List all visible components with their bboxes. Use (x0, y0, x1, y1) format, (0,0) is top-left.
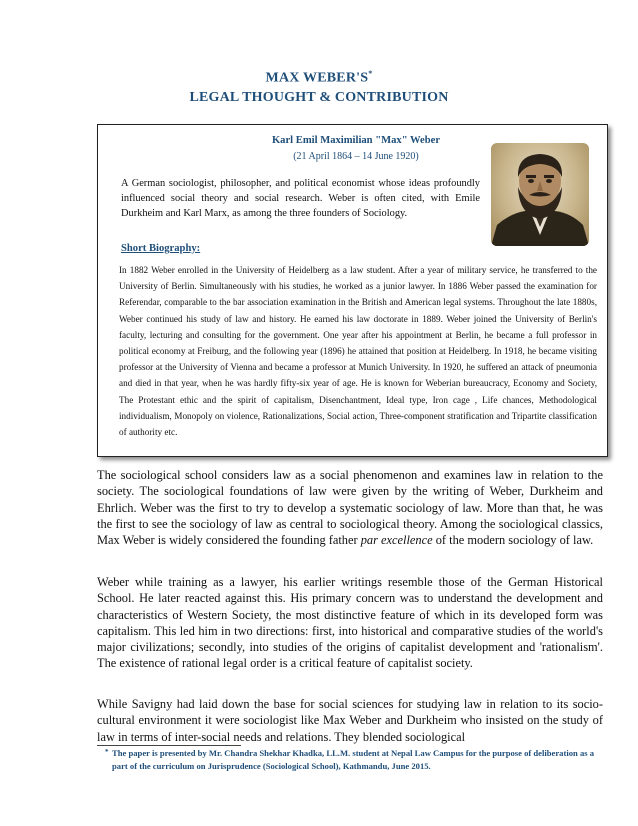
title-footnote-mark: * (368, 69, 373, 78)
intro-text: A German sociologist, philosopher, and political economist whose ideas profoundly influenced social theory and social research. Weber is often cited, with Emile Durkheim and Karl Marx, as among the three founders of Sociology. (121, 178, 480, 219)
footnote-mark: * (105, 748, 109, 756)
paragraph-3-wrap (97, 696, 603, 744)
footnote-separator (97, 745, 241, 746)
paragraph-3: While Savigny had laid down the base for social sciences for studying law in relation to its socio-cultural environment it were sociologist like Max Weber and Durkheim who insisted on the study of law in terms of inter-social needs and relations. They blended sociological (97, 697, 603, 744)
footnote-text: The paper is presented by Mr. Chandra Shekhar Khadka, LL.M. student at Nepal Law Campus for the purpose of deliberation as a part of the curriculum on Jurisprudence (Sociological School), Kathmandu, June 2015. (112, 748, 595, 771)
document-title-line2: LEGAL THOUGHT & CONTRIBUTION (189, 90, 449, 105)
short-biography-text: In 1882 Weber enrolled in the University of Heidelberg as a law student. After a year of military service, he transferred to the University of Berlin. Simultaneously with his studies, he worked as a junior lawyer. In 1886 Weber passed the examination for Referendar, comparable to the bar association examination in the British and American legal systems. Throughout the late 1880s, Weber continued his study of law and history. He earned his law doctorate in 1889. Weber joined the University of Berlin's faculty, lecturing and consulting for the government. One year after his appointment at Berlin, he became a full professor in political economy at Freiburg, and the following year (1896) he attained that position at Heidelberg. In 1918, he became visiting professor at the University of Vienna and became a professor at Munich University. In 1920, he suffered an attack of pneumonia and died in that year, when he was hardly fifty-six year of age. He is known for Weberian bureaucracy, Economy and Society, The Protestant ethic and the spirit of capitalism, Disenchantment, Ideal type, Iron cage , Life chances, Methodological individualism, Monopoly on violence, Rationalizations, Social action, Three-component stratification and Tripartite classification of authority etc. (119, 265, 597, 438)
footnote (105, 747, 600, 773)
document-title-line1: MAX WEBER'S* (265, 69, 373, 86)
paragraph-2: Weber while training as a lawyer, his earlier writings resemble those of the German Historical School. He later reacted against this. His primary concern was to understand the development and characteristics of Western Society, the most distinctive feature of which in its developed form was capitalism. This led him in two directions: first, into historical and comparative studies of the world's major civilizations; secondly, into studies of the origins of capitalist development and 'rationalism'. The existence of rational legal order is a critical feature of capitalist society. (97, 575, 603, 671)
short-biography-heading: Short Biography: (121, 243, 201, 254)
paragraph-1 (97, 467, 603, 548)
person-name: Karl Emil Maximilian "Max" Weber (271, 135, 441, 146)
paragraph-1-italic: par excellence (360, 533, 433, 548)
portrait-photo (491, 143, 589, 246)
person-dates: (21 April 1864 – 14 June 1920) (293, 151, 419, 162)
paragraph-1-text-b: of the modern sociology of law. (432, 533, 594, 548)
paragraph-1-text-a: The sociological school considers law as a social phenomenon and examines law in relation to the society. The sociological foundations of law were given by the writing of Weber, Durkheim and Ehrlich. Weber was the first to try to develop a systematic sociology of law. More than that, he was the first to see the sociology of law as central to sociological theory. Among the sociological classics, Max Weber is widely considered the founding father (97, 468, 603, 548)
biography-box (97, 124, 608, 457)
